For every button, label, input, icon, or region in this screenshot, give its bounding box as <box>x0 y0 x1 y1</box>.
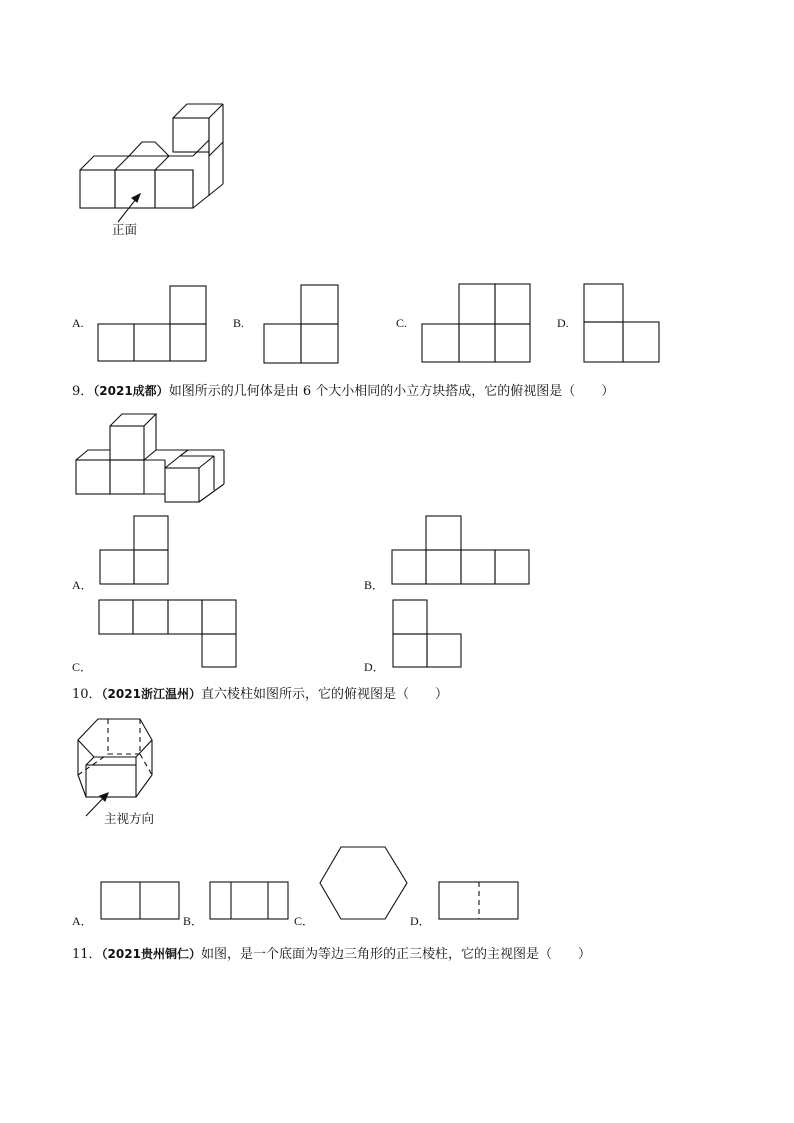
q9-number: 9． <box>72 384 94 399</box>
q10-option-b-label: B． <box>183 914 204 928</box>
q10-option-a-label: A． <box>72 914 93 928</box>
q9-option-d-label: D． <box>364 660 385 674</box>
q10-number: 10． <box>72 687 102 702</box>
q9-option-a-label: A． <box>72 578 93 592</box>
q8-option-a-label: A. <box>72 316 84 330</box>
q9-text: 如图所示的几何体是由 6 个大小相同的小立方块搭成，它的俯视图是（ ） <box>168 384 615 399</box>
q8-option-c-label: C. <box>396 316 408 330</box>
q8-option-d-label: D. <box>557 316 569 330</box>
q8-option-b-label: B. <box>233 316 245 330</box>
q11-question <box>72 946 591 963</box>
q11-source: （2021贵州铜仁） <box>101 947 201 961</box>
q9-option-c-label: C． <box>72 660 93 674</box>
q10-option-c-label: C． <box>294 914 315 928</box>
q10-source: （2021浙江温州） <box>101 687 201 701</box>
q9-option-b-label: B． <box>364 578 385 592</box>
q10-option-d-label: D． <box>410 914 431 928</box>
q8-front-label: 正面 <box>112 222 138 237</box>
q11-number: 11． <box>72 947 102 962</box>
q10-text: 直六棱柱如图所示，它的俯视图是（ ） <box>200 687 448 702</box>
q11-text: 如图，是一个底面为等边三角形的正三棱柱，它的主视图是（ ） <box>200 947 591 962</box>
q10-direction-label: 主视方向 <box>104 811 155 826</box>
q9-source: （2021成都） <box>93 384 169 398</box>
